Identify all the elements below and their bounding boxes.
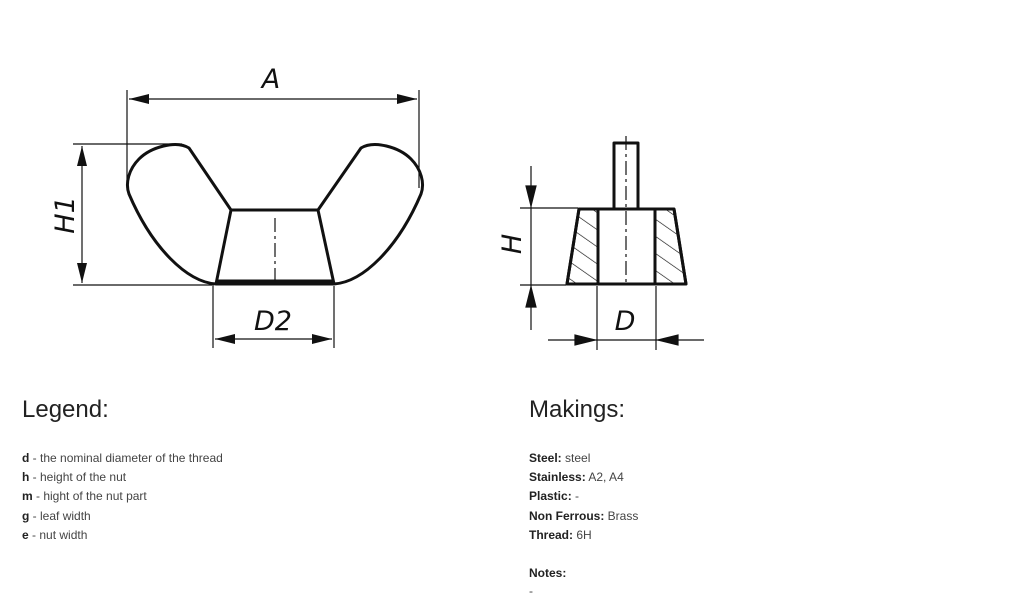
- side-view: [567, 136, 686, 284]
- makings-list: [529, 449, 638, 545]
- makings-item-non-ferrous: Non Ferrous: Brass: [529, 508, 639, 523]
- makings-item-steel: Steel: steel: [529, 451, 591, 465]
- makings-item-stainless: Stainless: A2, A4: [529, 470, 624, 485]
- dimension-label-h: H: [497, 233, 528, 255]
- dimension-label-d: D: [614, 306, 636, 337]
- front-view: [127, 145, 422, 284]
- makings-heading: Makings:: [529, 396, 626, 423]
- notes-label: Notes:: [529, 566, 567, 580]
- dimension-label-h1: H1: [50, 196, 81, 234]
- dimension-label-a: A: [261, 64, 281, 95]
- makings-item-thread: Thread: 6H: [529, 527, 592, 542]
- legend-item-h: h - height of the nut: [22, 470, 127, 485]
- makings-item-plastic: Plastic: -: [529, 489, 580, 504]
- dimension-label-d2: D2: [254, 306, 292, 337]
- legend-item-g: g - leaf width: [22, 508, 91, 523]
- legend-list: [22, 449, 223, 545]
- legend-item-d: d - the nominal diameter of the thread: [22, 451, 223, 465]
- legend-item-e: e - nut width: [22, 527, 88, 542]
- front-dimensions: [73, 90, 419, 348]
- notes-value: -: [529, 584, 533, 598]
- legend-item-m: m - hight of the nut part: [22, 489, 147, 504]
- legend-heading: Legend:: [22, 396, 109, 423]
